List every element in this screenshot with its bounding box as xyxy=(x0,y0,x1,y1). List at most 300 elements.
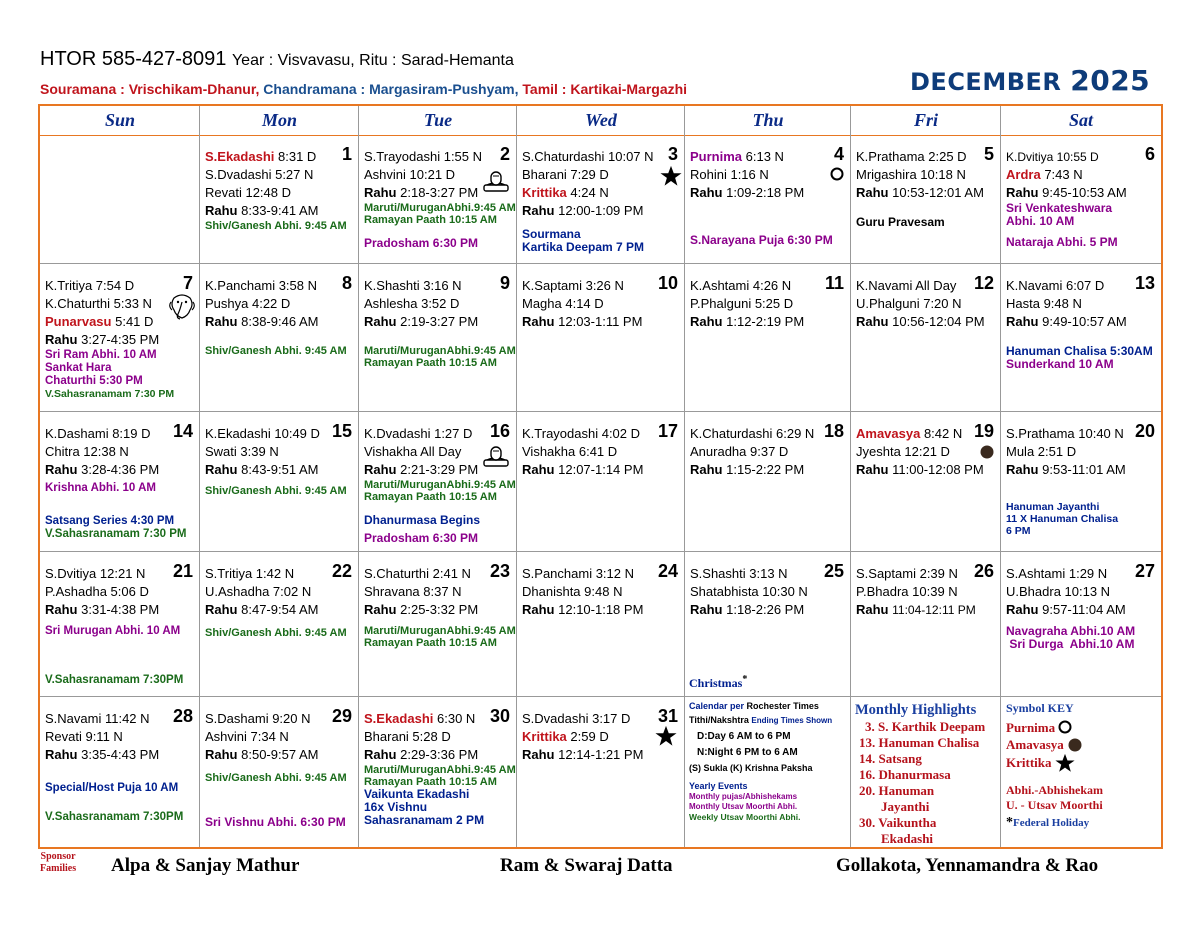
rahu-time: 8:47-9:54 AM xyxy=(241,602,319,617)
tithi-line: S.Shashti 3:13 N xyxy=(690,566,788,581)
rahu-label: Rahu xyxy=(690,314,723,329)
day-number: 18 xyxy=(823,421,844,441)
event-text: Sourmana xyxy=(522,227,581,241)
day-number: 17 xyxy=(657,421,678,441)
day-cell-17 xyxy=(517,412,684,551)
tithi-line: S.Ashtami 1:29 N xyxy=(1006,566,1108,581)
tithi-name: Purnima xyxy=(690,149,743,164)
souramana: Souramana : Vrischikam-Dhanur, xyxy=(40,81,260,97)
month-title xyxy=(910,64,1150,97)
nakshatra-line: Revati 9:11 N xyxy=(45,729,123,744)
day-cell-18 xyxy=(685,412,850,551)
day-number: 7 xyxy=(182,273,193,293)
tithi-line: K.Trayodashi 4:02 D xyxy=(522,426,641,441)
key-label: Amavasya xyxy=(1006,737,1064,752)
day-cell-28 xyxy=(40,697,199,847)
weekday-thu: Thu xyxy=(752,110,784,130)
day-number: 21 xyxy=(172,561,193,581)
year-ritu: Year : Visvavasu, Ritu : Sarad-Hemanta xyxy=(231,52,514,69)
event-text: Dhanurmasa Begins xyxy=(364,513,481,527)
rahu-time: 8:33-9:41 AM xyxy=(241,203,319,218)
tithi-line: K.Dashami 8:19 D xyxy=(45,426,151,441)
event-text: Sri Murugan Abhi. 10 AM xyxy=(45,625,181,637)
day-number: 26 xyxy=(973,561,994,581)
day-cell-25 xyxy=(685,552,850,696)
nakshatra-line: Pushya 4:22 D xyxy=(205,296,291,311)
rahu-time: 3:28-4:36 PM xyxy=(81,462,160,477)
sponsor-label-line: Families xyxy=(40,863,77,874)
nakshatra-line: U.Ashadha 7:02 N xyxy=(205,584,312,599)
event-text: Sri Ram Abhi. 10 AM xyxy=(45,349,157,361)
day-number: 13 xyxy=(1134,273,1155,293)
rahu-label: Rahu xyxy=(1006,185,1039,200)
day-number: 25 xyxy=(823,561,844,581)
rahu-time: 8:43-9:51 AM xyxy=(241,462,319,477)
day-number: 28 xyxy=(172,706,193,726)
day-number: 3 xyxy=(667,144,678,164)
day-number: 8 xyxy=(341,273,352,293)
nakshatra-line: Swati 3:39 N xyxy=(205,444,279,459)
nakshatra-line: Ashlesha 3:52 D xyxy=(364,296,460,311)
star-icon xyxy=(1055,753,1075,773)
event-text: Maruti/MuruganAbhi.9:45 AM xyxy=(364,345,516,357)
rahu-label: Rahu xyxy=(856,185,889,200)
rahu-label: Rahu xyxy=(690,462,723,477)
event-text: Ramayan Paath 10:15 AM xyxy=(364,357,497,369)
nakshatra-line: Shatabhista 10:30 N xyxy=(690,584,808,599)
event-text: Satsang Series 4:30 PM xyxy=(45,515,175,527)
sponsor-family-2: Ram & Swaraj Datta xyxy=(500,855,673,876)
rahu-time: 9:49-10:57 AM xyxy=(1042,314,1127,329)
star-icon xyxy=(655,725,677,747)
day-number: 31 xyxy=(657,706,678,726)
nakshatra-line: P.Bhadra 10:39 N xyxy=(856,584,958,599)
nakshatra-name: Ardra xyxy=(1006,167,1041,182)
nakshatra-line: Revati 12:48 D xyxy=(205,185,291,200)
day-cell-29 xyxy=(200,697,358,847)
temple-phone: HTOR 585-427-8091 xyxy=(40,48,227,70)
day-cell-27 xyxy=(1001,552,1161,696)
sponsor-family-3: Gollakota, Yennamandra & Rao xyxy=(836,855,1099,876)
nakshatra-line: Mula 2:51 D xyxy=(1006,444,1077,459)
tithi-line: K.Chaturthi 5:33 N xyxy=(45,296,152,311)
day-cell-12 xyxy=(851,264,1000,411)
event-text: 11 X Hanuman Chalisa xyxy=(1006,513,1119,525)
month-name: DECEMBER xyxy=(910,68,1062,96)
day-cell-11 xyxy=(685,264,850,411)
key-title: Symbol KEY xyxy=(1006,701,1074,715)
day-definition: D:Day 6 AM to 6 PM xyxy=(697,731,791,742)
rahu-label: Rahu xyxy=(522,314,555,329)
highlight-item: 16. Dhanurmasa xyxy=(859,767,951,782)
highlights-title: Monthly Highlights xyxy=(855,702,977,718)
tithi-line: S.Chaturdashi 10:07 N xyxy=(522,149,654,164)
event-text: Krishna Abhi. 10 AM xyxy=(45,482,156,494)
event-text: Sri Venkateshwara xyxy=(1006,201,1113,215)
day-cell-8 xyxy=(200,264,358,411)
calendar-info xyxy=(685,697,850,847)
rahu-time: 1:12-2:19 PM xyxy=(726,314,805,329)
day-number: 11 xyxy=(824,273,844,293)
day-number: 27 xyxy=(1134,561,1155,581)
rahu-label: Rahu xyxy=(522,462,555,477)
event-text: S.Narayana Puja 6:30 PM xyxy=(690,233,833,247)
legend-yearly: Yearly Events xyxy=(689,781,748,791)
rahu-label: Rahu xyxy=(45,602,78,617)
calendar-grid xyxy=(38,104,1163,849)
rahu-time: 10:56-12:04 PM xyxy=(892,314,985,329)
day-cell-15 xyxy=(200,412,358,551)
tithi-line: K.Ashtami 4:26 N xyxy=(690,278,792,293)
event-text: Kartika Deepam 7 PM xyxy=(522,240,645,254)
tithi-line: K.Chaturdashi 6:29 N xyxy=(690,426,815,441)
tithi-line: S.Navami 11:42 N xyxy=(45,711,150,726)
day-cell-26 xyxy=(851,552,1000,696)
sponsor-label-line: Sponsor xyxy=(40,851,76,862)
rahu-label: Rahu xyxy=(522,203,555,218)
full-moon-icon xyxy=(1058,720,1072,734)
event-text: V.Sahasranamam 7:30PM xyxy=(45,674,184,686)
day-number: 9 xyxy=(499,273,510,293)
rahu-label: Rahu xyxy=(690,185,723,200)
highlight-item: 20. Hanuman xyxy=(859,783,935,798)
nakshatra-line: Magha 4:14 D xyxy=(522,296,604,311)
tithi-line: K.Saptami 3:26 N xyxy=(522,278,624,293)
weekday-sat: Sat xyxy=(1068,110,1093,130)
key-utsav: U. - Utsav Moorthi xyxy=(1006,798,1103,812)
nakshatra-line: Vishakha All Day xyxy=(364,444,462,459)
nakshatra-line: U.Phalguni 7:20 N xyxy=(856,296,962,311)
tithi-line: S.Dvadashi 5:27 N xyxy=(205,167,314,182)
tithi-line: S.Dashami 9:20 N xyxy=(205,711,311,726)
event-text: V.Sahasranamam 7:30 PM xyxy=(45,528,187,540)
new-moon-icon xyxy=(1067,737,1083,753)
rahu-label: Rahu xyxy=(205,602,238,617)
event-text: Hanuman Chalisa 5:30AM xyxy=(1006,344,1153,358)
day-number: 29 xyxy=(331,706,352,726)
nakshatra-line: Bharani 5:28 D xyxy=(364,729,451,744)
tithi-line: S.Prathama 10:40 N xyxy=(1006,426,1124,441)
info-text: Tithi/Nakshtra xyxy=(689,715,749,725)
nakshatra-line: P.Phalguni 5:25 D xyxy=(690,296,794,311)
event-text: Nataraja Abhi. 5 PM xyxy=(1006,235,1118,249)
rahu-time: 10:53-12:01 AM xyxy=(892,185,984,200)
event-text: Maruti/MuruganAbhi.9:45 AM xyxy=(364,625,516,637)
rahu-time: 2:29-3:36 PM xyxy=(400,747,479,762)
tamil-months: Tamil : Kartikai-Margazhi xyxy=(522,81,688,97)
rahu-time: 3:35-4:43 PM xyxy=(81,747,160,762)
event-text: Maruti/MuruganAbhi.9:45 AM xyxy=(364,764,516,776)
event-text: Vaikunta Ekadashi xyxy=(364,787,470,801)
legend-monthly: Monthly pujas/Abhishekams xyxy=(689,792,798,801)
tithi-time: 6:30 N xyxy=(437,711,476,726)
key-label: Krittika xyxy=(1006,755,1052,770)
rahu-label: Rahu xyxy=(1006,602,1039,617)
key-label: Federal Holiday xyxy=(1013,817,1090,829)
rahu-label: Rahu xyxy=(364,462,397,477)
day-cell-31 xyxy=(517,697,684,847)
tithi-line: K.Dvadashi 1:27 D xyxy=(364,426,473,441)
header-title xyxy=(40,48,514,71)
shiva-lingam-icon xyxy=(482,169,510,193)
day-cell-3 xyxy=(517,135,684,263)
day-number: 4 xyxy=(833,144,844,164)
rahu-time: 2:25-3:32 PM xyxy=(400,602,479,617)
info-text: Calendar per xyxy=(689,701,745,711)
event-text: Sri Vishnu Abhi. 6:30 PM xyxy=(205,815,346,829)
event-text: Special/Host Puja 10 AM xyxy=(45,782,179,794)
key-abhi: Abhi.-Abhishekam xyxy=(1006,783,1104,797)
tithi-line: S.Dvadashi 3:17 D xyxy=(522,711,631,726)
rahu-label: Rahu xyxy=(1006,462,1039,477)
highlight-item: 3. S. Karthik Deepam xyxy=(865,719,986,734)
tithi-line: K.Prathama 2:25 D xyxy=(856,149,967,164)
day-cell-1 xyxy=(200,135,358,263)
day-cell-23 xyxy=(359,552,516,696)
rahu-time: 9:53-11:01 AM xyxy=(1042,462,1126,477)
rahu-time: 12:07-1:14 PM xyxy=(558,462,644,477)
rahu-label: Rahu xyxy=(205,747,238,762)
info-text: Ending Times Shown xyxy=(751,716,833,725)
rahu-time: 1:09-2:18 PM xyxy=(726,185,805,200)
highlight-item: Ekadashi xyxy=(881,831,934,846)
tithi-line: K.Navami 6:07 D xyxy=(1006,278,1105,293)
rahu-time: 12:14-1:21 PM xyxy=(558,747,644,762)
event-text: Ramayan Paath 10:15 AM xyxy=(364,491,497,503)
event-text: Shiv/Ganesh Abhi. 9:45 AM xyxy=(205,772,347,784)
event-text: Pradosham 6:30 PM xyxy=(364,531,479,545)
rahu-time: 11:00-12:08 PM xyxy=(892,462,984,477)
rahu-label: Rahu xyxy=(205,314,238,329)
key-krittika xyxy=(1006,753,1159,773)
info-text: Rochester Times xyxy=(746,701,819,711)
day-cell-20 xyxy=(1001,412,1161,551)
weekday-header xyxy=(40,106,1161,136)
star-icon xyxy=(660,165,682,187)
day-number: 2 xyxy=(499,144,510,164)
day-number: 16 xyxy=(489,421,510,441)
nakshatra-line: Bharani 7:29 D xyxy=(522,167,609,182)
tithi-name: S.Ekadashi xyxy=(205,149,275,164)
day-cell-13 xyxy=(1001,264,1161,411)
rahu-time: 2:21-3:29 PM xyxy=(400,462,479,477)
rahu-label: Rahu xyxy=(205,462,238,477)
rahu-label: Rahu xyxy=(205,203,238,218)
rahu-label: Rahu xyxy=(45,747,78,762)
day-cell-7 xyxy=(40,264,199,411)
day-cell-6 xyxy=(1001,135,1161,263)
event-text: Shiv/Ganesh Abhi. 9:45 AM xyxy=(205,220,347,232)
monthly-highlights xyxy=(851,697,1000,847)
event-text: Sri Durga Abhi.10 AM xyxy=(1006,637,1135,651)
chandramana: Chandramana : Margasiram-Pushyam, xyxy=(263,81,519,97)
rahu-time: 12:03-1:11 PM xyxy=(558,314,643,329)
event-text: Pradosham 6:30 PM xyxy=(364,236,479,250)
nakshatra-time: 5:41 D xyxy=(115,314,154,329)
rahu-label: Rahu xyxy=(364,314,397,329)
weekday-wed: Wed xyxy=(585,110,617,130)
header-subtitle xyxy=(40,81,687,97)
nakshatra-line: Dhanishta 9:48 N xyxy=(522,584,623,599)
day-cell-24 xyxy=(517,552,684,696)
rahu-time: 8:38-9:46 AM xyxy=(241,314,319,329)
weekday-tue: Tue xyxy=(423,110,453,130)
nakshatra-name: Punarvasu xyxy=(45,314,112,329)
event-text: 16x Vishnu xyxy=(364,800,428,814)
rahu-time: 11:04-12:11 PM xyxy=(892,603,976,617)
rahu-label: Rahu xyxy=(856,602,889,617)
day-cell-14 xyxy=(40,412,199,551)
day-number: 23 xyxy=(489,561,510,581)
day-cell-19 xyxy=(851,412,1000,551)
day-number: 22 xyxy=(331,561,352,581)
event-text: V.Sahasranamam 7:30 PM xyxy=(45,388,175,400)
event-text: 6 PM xyxy=(1006,525,1031,537)
nakshatra-line: Jyeshta 12:21 D xyxy=(856,444,950,459)
tithi-name: S.Ekadashi xyxy=(364,711,434,726)
rahu-label: Rahu xyxy=(690,602,723,617)
legend-utsav-monthly: Monthly Utsav Moorthi Abhi. xyxy=(689,802,798,811)
day-cell-2 xyxy=(359,135,516,263)
day-cell-5 xyxy=(851,135,1000,263)
key-purnima xyxy=(1006,719,1159,736)
weekday-mon: Mon xyxy=(261,110,297,130)
tithi-line: K.Panchami 3:58 N xyxy=(205,278,318,293)
tithi-line: K.Ekadashi 10:49 D xyxy=(205,426,320,441)
day-number: 1 xyxy=(341,144,352,164)
highlight-item: 13. Hanuman Chalisa xyxy=(859,735,980,750)
federal-holiday-mark: * xyxy=(1006,815,1013,830)
rahu-label: Rahu xyxy=(45,462,78,477)
key-federal xyxy=(1006,815,1159,831)
day-number: 20 xyxy=(1134,421,1155,441)
nakshatra-time: 2:59 D xyxy=(570,729,609,744)
day-number: 24 xyxy=(657,561,678,581)
rahu-time: 3:31-4:38 PM xyxy=(81,602,160,617)
shiva-lingam-icon xyxy=(482,444,510,468)
event-text: Hanuman Jayanthi xyxy=(1006,501,1100,513)
rahu-label: Rahu xyxy=(364,602,397,617)
tithi-line: S.Dvitiya 12:21 N xyxy=(45,566,146,581)
event-text: Guru Pravesam xyxy=(856,215,945,229)
nakshatra-line: U.Bhadra 10:13 N xyxy=(1006,584,1111,599)
nakshatra-line: Hasta 9:48 N xyxy=(1006,296,1082,311)
rahu-label: Rahu xyxy=(856,462,889,477)
day-number: 30 xyxy=(489,706,510,726)
holiday-name: Christmas xyxy=(689,676,743,690)
tithi-line: K.Shashti 3:16 N xyxy=(364,278,462,293)
sponsor-family-1: Alpa & Sanjay Mathur xyxy=(111,855,300,876)
rahu-label: Rahu xyxy=(522,602,555,617)
event-text: Maruti/MuruganAbhi.9:45 AM xyxy=(364,479,516,491)
event-text: Sahasranamam 2 PM xyxy=(364,813,485,827)
day-cell-21 xyxy=(40,552,199,696)
day-cell-4 xyxy=(685,135,850,263)
event-text: V.Sahasranamam 7:30PM xyxy=(45,811,184,823)
day-number: 15 xyxy=(331,421,352,441)
day-cell-30 xyxy=(359,697,516,847)
event-text: Maruti/MuruganAbhi.9:45 AM xyxy=(364,202,516,214)
nakshatra-line: Shravana 8:37 N xyxy=(364,584,462,599)
nakshatra-time: 4:24 N xyxy=(570,185,609,200)
event-text: Chaturthi 5:30 PM xyxy=(45,375,143,387)
rahu-time: 2:18-3:27 PM xyxy=(400,185,479,200)
rahu-label: Rahu xyxy=(364,185,397,200)
night-definition: N:Night 6 PM to 6 AM xyxy=(697,747,798,758)
nakshatra-line: Chitra 12:38 N xyxy=(45,444,129,459)
day-number: 19 xyxy=(973,421,994,441)
nakshatra-line: Ashvini 10:21 D xyxy=(364,167,456,182)
nakshatra-line: Ashvini 7:34 N xyxy=(205,729,289,744)
key-label: Purnima xyxy=(1006,720,1056,735)
day-cell-16 xyxy=(359,412,516,551)
rahu-time: 9:45-10:53 AM xyxy=(1042,185,1127,200)
highlight-item: Jayanthi xyxy=(881,799,930,814)
rahu-time: 1:15-2:22 PM xyxy=(726,462,805,477)
tithi-line: S.Tritiya 1:42 N xyxy=(205,566,295,581)
event-text: Ramayan Paath 10:15 AM xyxy=(364,637,497,649)
tithi-time: 6:13 N xyxy=(745,149,784,164)
day-cell-9 xyxy=(359,264,516,411)
rahu-time: 2:19-3:27 PM xyxy=(400,314,479,329)
event-text: Shiv/Ganesh Abhi. 9:45 AM xyxy=(205,627,347,639)
day-number: 12 xyxy=(973,273,994,293)
rahu-time: 8:50-9:57 AM xyxy=(241,747,319,762)
highlight-item: 14. Satsang xyxy=(859,751,922,766)
rahu-time: 12:00-1:09 PM xyxy=(558,203,644,218)
day-number: 6 xyxy=(1144,144,1155,164)
rahu-time: 9:57-11:04 AM xyxy=(1042,602,1126,617)
day-number: 14 xyxy=(172,421,193,441)
tithi-line: K.Navami All Day xyxy=(856,278,957,293)
tithi-line: S.Panchami 3:12 N xyxy=(522,566,635,581)
legend-utsav-weekly: Weekly Utsav Moorthi Abhi. xyxy=(689,812,801,822)
tithi-time: 8:31 D xyxy=(278,149,317,164)
nakshatra-name: Krittika xyxy=(522,729,567,744)
day-cell-22 xyxy=(200,552,358,696)
paksha-definition: (S) Sukla (K) Krishna Paksha xyxy=(689,763,813,773)
event-text: Navagraha Abhi.10 AM xyxy=(1006,624,1136,638)
rahu-label: Rahu xyxy=(364,747,397,762)
event-text: Sankat Hara xyxy=(45,362,112,374)
federal-holiday-mark: * xyxy=(742,674,748,685)
event-text: Ramayan Paath 10:15 AM xyxy=(364,214,497,226)
nakshatra-line: Vishakha 6:41 D xyxy=(522,444,618,459)
event-text: Abhi. 10 AM xyxy=(1006,214,1075,228)
nakshatra-line: P.Ashadha 5:06 D xyxy=(45,584,149,599)
ganesha-icon xyxy=(168,292,196,322)
nakshatra-line: Rohini 1:16 N xyxy=(690,167,769,182)
day-number: 10 xyxy=(657,273,678,293)
tithi-line: S.Trayodashi 1:55 N xyxy=(364,149,483,164)
tithi-line: S.Chaturthi 2:41 N xyxy=(364,566,471,581)
rahu-label: Rahu xyxy=(1006,314,1039,329)
day-cell-empty xyxy=(40,135,199,263)
weekday-fri: Fri xyxy=(913,110,938,130)
day-cell-10 xyxy=(517,264,684,411)
day-number: 5 xyxy=(983,144,994,164)
holiday-label xyxy=(689,674,747,691)
rahu-time: 3:27-4:35 PM xyxy=(81,332,160,347)
new-moon-icon xyxy=(979,444,995,460)
event-text: Shiv/Ganesh Abhi. 9:45 AM xyxy=(205,345,347,357)
nakshatra-line: Anuradha 9:37 D xyxy=(690,444,789,459)
event-text: Shiv/Ganesh Abhi. 9:45 AM xyxy=(205,485,347,497)
tithi-line: K.Tritiya 7:54 D xyxy=(45,278,135,293)
rahu-time: 1:18-2:26 PM xyxy=(726,602,805,617)
rahu-time: 12:10-1:18 PM xyxy=(558,602,644,617)
key-amavasya xyxy=(1006,736,1159,753)
